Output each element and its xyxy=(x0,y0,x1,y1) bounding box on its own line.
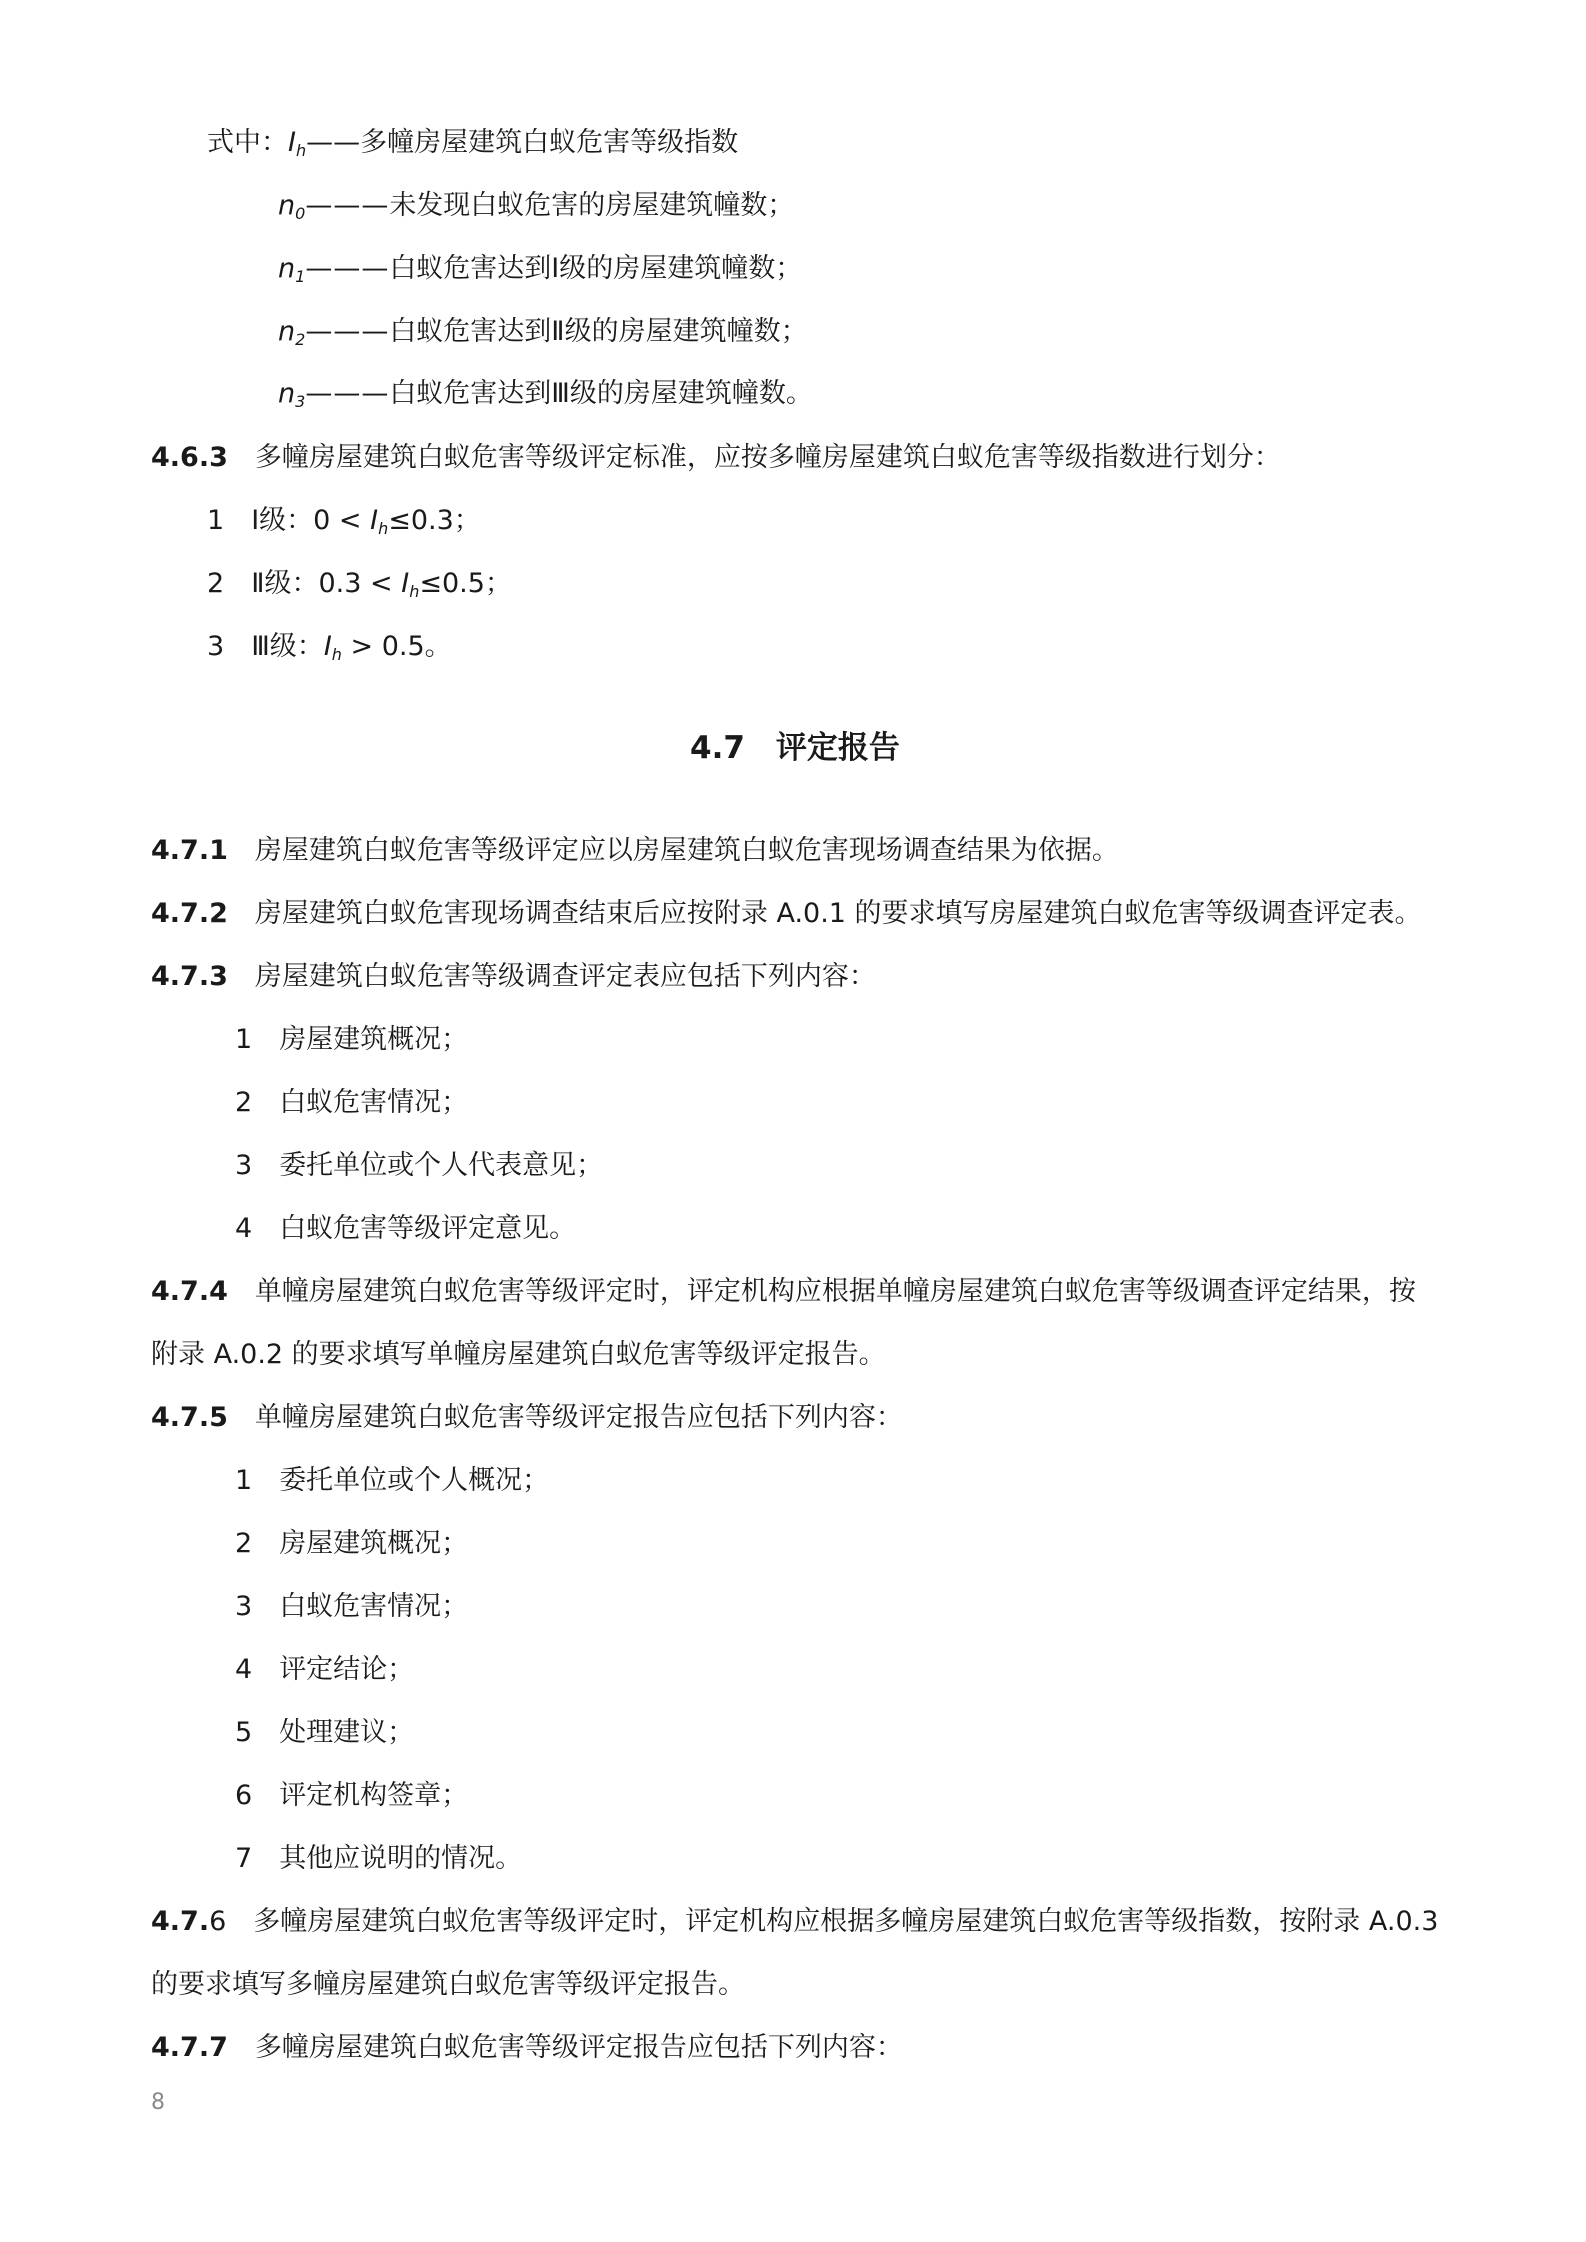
grade-item-1 xyxy=(207,503,481,542)
n0-dash: ——— xyxy=(305,190,390,221)
clause-text-continued: 的要求填写多幢房屋建筑白蚁危害等级评定报告。 xyxy=(151,1969,745,2000)
clause-number: 4.7.4 xyxy=(151,1276,228,1307)
n0-symbol: n xyxy=(278,190,296,221)
clause-number: 4.7.5 xyxy=(151,1402,228,1433)
clause-text: 多幢房屋建筑白蚁危害等级评定报告应包括下列内容： xyxy=(254,2032,903,2063)
list-item-text: 房屋建筑概况； xyxy=(279,1024,469,1055)
list-item: 3 委托单位或个人代表意见； xyxy=(235,1150,604,1181)
formula-legend-n3 xyxy=(278,376,813,415)
list-item-text: 白蚁危害等级评定意见。 xyxy=(279,1213,577,1244)
ih-subscript: h xyxy=(378,519,389,538)
list-item-text: 委托单位或个人代表意见； xyxy=(279,1150,604,1181)
ih-subscript: h xyxy=(331,645,342,664)
item-text: Ⅱ级：0.3 < xyxy=(251,568,402,599)
n2-subscript: 2 xyxy=(295,330,306,349)
section-title: 评定报告 xyxy=(775,730,900,766)
list-item: 1 委托单位或个人概况； xyxy=(235,1465,550,1496)
ih-subscript: h xyxy=(409,582,420,601)
ih-symbol: I xyxy=(370,505,379,536)
clause-number-tail: 6 xyxy=(209,1906,227,1937)
item-text: Ⅲ级： xyxy=(251,631,324,662)
list-item: 2 房屋建筑概况； xyxy=(235,1528,469,1559)
clause-text: 单幢房屋建筑白蚁危害等级评定报告应包括下列内容： xyxy=(254,1402,903,1433)
clause-4-7-2 xyxy=(151,896,1422,932)
clause-4-7-4-cont xyxy=(151,1337,886,1373)
legend-intro: 式中： xyxy=(207,127,288,158)
clause-number: 4.7.7 xyxy=(151,2032,228,2063)
clause-4-7-3 xyxy=(151,959,876,995)
list-item-text: 委托单位或个人概况； xyxy=(279,1465,550,1496)
n2-dash: ——— xyxy=(305,316,390,347)
clause-text: 单幢房屋建筑白蚁危害等级评定时，评定机构应根据单幢房屋建筑白蚁危害等级调查评定结果，按 xyxy=(254,1276,1416,1307)
item-text-end: > 0.5。 xyxy=(341,631,452,662)
n2-symbol: n xyxy=(278,316,296,347)
n3-subscript: 3 xyxy=(295,392,306,411)
list-item: 2 白蚁危害情况； xyxy=(235,1087,469,1118)
n1-subscript: 1 xyxy=(295,267,306,286)
clause-4-7-6 xyxy=(151,1904,1438,1940)
ih-symbol: I xyxy=(401,568,410,599)
formula-legend-ih xyxy=(207,125,738,164)
list-item: 4 评定结论； xyxy=(235,1654,415,1685)
n3-dash: ——— xyxy=(305,378,390,409)
n1-dash: ——— xyxy=(305,253,390,284)
item-number: 2 xyxy=(207,568,225,599)
formula-legend-n1 xyxy=(278,251,802,290)
ih-description: ——多幢房屋建筑白蚁危害等级指数 xyxy=(306,127,739,158)
list-item: 5 处理建议； xyxy=(235,1717,415,1748)
formula-legend-n2 xyxy=(278,314,808,353)
list-item: 6 评定机构签章； xyxy=(235,1780,469,1811)
clause-4-7-4 xyxy=(151,1274,1416,1310)
list-item-text: 评定结论； xyxy=(279,1654,415,1685)
list-item-text: 处理建议； xyxy=(279,1717,415,1748)
item-text-end: ≤0.5； xyxy=(419,568,512,599)
list-item-text: 白蚁危害情况； xyxy=(279,1591,469,1622)
ih-subscript: h xyxy=(295,141,307,160)
n2-description: 白蚁危害达到Ⅱ级的房屋建筑幢数； xyxy=(389,316,808,347)
list-item-text: 房屋建筑概况； xyxy=(279,1528,469,1559)
n3-symbol: n xyxy=(278,378,296,409)
n0-description: 未发现白蚁危害的房屋建筑幢数； xyxy=(389,190,795,221)
n1-symbol: n xyxy=(278,253,296,284)
list-item-text: 白蚁危害情况； xyxy=(279,1087,469,1118)
list-item: 1 房屋建筑概况； xyxy=(235,1024,469,1055)
page-number: 8 xyxy=(151,2090,165,2115)
item-text-end: ≤0.3； xyxy=(388,505,481,536)
list-item: 3 白蚁危害情况； xyxy=(235,1591,469,1622)
clause-number: 4.7.2 xyxy=(151,898,228,929)
clause-4-7-5 xyxy=(151,1400,903,1436)
clause-text: 房屋建筑白蚁危害等级评定应以房屋建筑白蚁危害现场调查结果为依据。 xyxy=(254,835,1119,866)
clause-number: 4.6.3 xyxy=(151,442,228,473)
clause-text: 房屋建筑白蚁危害等级调查评定表应包括下列内容： xyxy=(254,961,876,992)
grade-item-2 xyxy=(207,566,512,605)
clause-text: 多幢房屋建筑白蚁危害等级评定标准，应按多幢房屋建筑白蚁危害等级指数进行划分： xyxy=(254,442,1281,473)
ih-symbol: I xyxy=(323,631,332,662)
formula-legend-n0 xyxy=(278,188,794,227)
item-text: Ⅰ级：0 < xyxy=(251,505,371,536)
list-item: 7 其他应说明的情况。 xyxy=(235,1843,523,1874)
clause-number: 4.7. xyxy=(151,1906,210,1937)
clause-4-6-3 xyxy=(151,440,1281,476)
list-item-text: 评定机构签章； xyxy=(279,1780,469,1811)
list-item-text: 其他应说明的情况。 xyxy=(279,1843,523,1874)
clause-number: 4.7.1 xyxy=(151,835,228,866)
list-item: 4 白蚁危害等级评定意见。 xyxy=(235,1213,577,1244)
clause-text: 房屋建筑白蚁危害现场调查结束后应按附录 A.0.1 的要求填写房屋建筑白蚁危害等级调查评定表。 xyxy=(254,898,1422,929)
n0-subscript: 0 xyxy=(295,204,306,223)
section-heading xyxy=(690,728,900,768)
n1-description: 白蚁危害达到Ⅰ级的房屋建筑幢数； xyxy=(389,253,803,284)
clause-4-7-1 xyxy=(151,833,1119,869)
item-number: 3 xyxy=(207,631,225,662)
n3-description: 白蚁危害达到Ⅲ级的房屋建筑幢数。 xyxy=(389,378,813,409)
clause-number: 4.7.3 xyxy=(151,961,228,992)
clause-4-7-7 xyxy=(151,2030,903,2066)
item-number: 1 xyxy=(207,505,225,536)
ih-symbol: I xyxy=(288,127,296,158)
clause-4-7-6-cont xyxy=(151,1967,745,2003)
section-number: 4.7 xyxy=(690,730,745,766)
grade-item-3 xyxy=(207,629,452,668)
clause-text: 多幢房屋建筑白蚁危害等级评定时，评定机构应根据多幢房屋建筑白蚁危害等级指数，按附录 A.0.3 xyxy=(253,1906,1439,1937)
clause-text-continued: 附录 A.0.2 的要求填写单幢房屋建筑白蚁危害等级评定报告。 xyxy=(151,1339,886,1370)
